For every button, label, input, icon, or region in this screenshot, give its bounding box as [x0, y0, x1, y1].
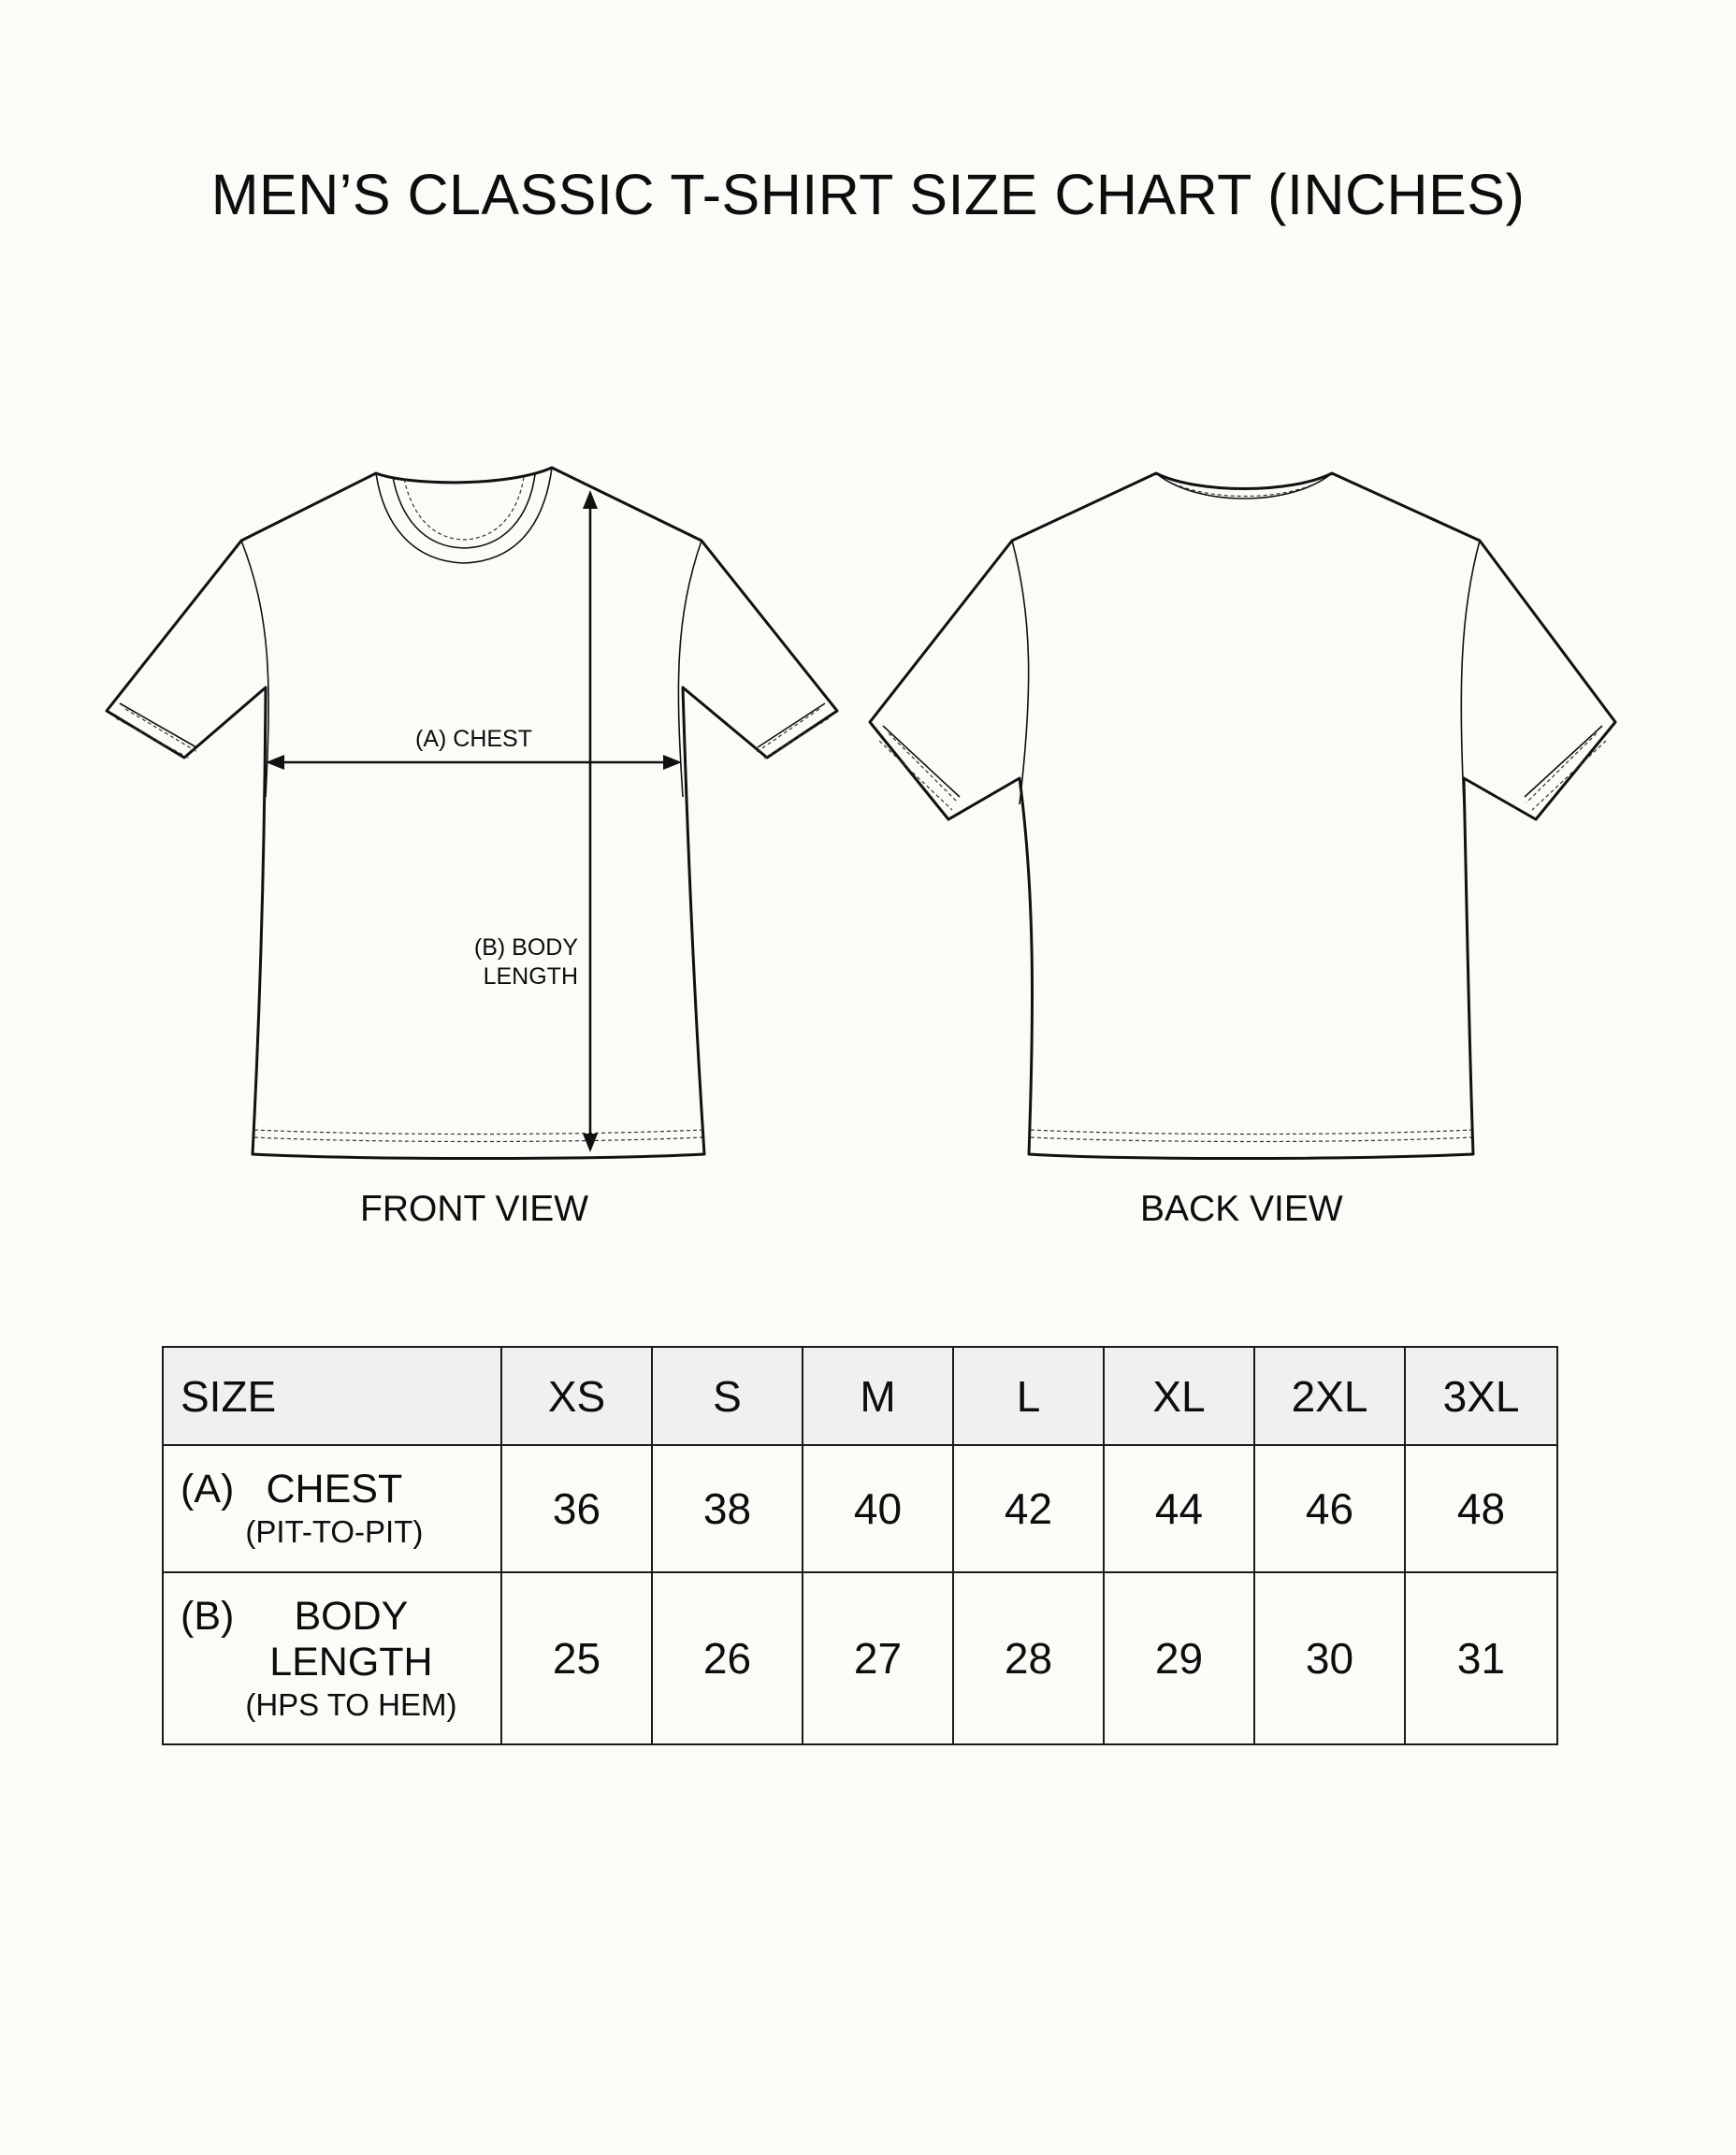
- chest-row-sub: (PIT-TO-PIT): [245, 1513, 424, 1549]
- table-cell: 38: [652, 1445, 803, 1572]
- body-row-title-line2: LENGTH: [269, 1640, 433, 1685]
- table-cell: 26: [652, 1572, 803, 1744]
- size-table: [162, 1346, 1558, 1745]
- table-cell: 25: [501, 1572, 652, 1744]
- body-row-letter: (B): [181, 1594, 235, 1639]
- table-cell: 44: [1104, 1445, 1254, 1572]
- table-cell: 29: [1104, 1572, 1254, 1744]
- header-xs: XS: [501, 1347, 652, 1445]
- header-s: S: [652, 1347, 803, 1445]
- front-view-label: FRONT VIEW: [360, 1189, 589, 1229]
- body-row-title-line1: BODY: [294, 1593, 409, 1639]
- header-l: L: [953, 1347, 1104, 1445]
- table-cell: 31: [1405, 1572, 1557, 1744]
- header-3xl: 3XL: [1405, 1347, 1557, 1445]
- chest-measure-label: (A) CHEST: [415, 726, 532, 752]
- body-row-sub: (HPS TO HEM): [245, 1686, 457, 1722]
- table-row-chest: [163, 1445, 1557, 1572]
- header-m: M: [803, 1347, 953, 1445]
- table-cell: 28: [953, 1572, 1104, 1744]
- body-length-label: [470, 933, 578, 992]
- header-size: SIZE: [163, 1347, 501, 1445]
- body-row-label: [163, 1572, 501, 1744]
- page-title: MEN’S CLASSIC T-SHIRT SIZE CHART (INCHES): [210, 163, 1526, 226]
- body-length-label-line1: (B) BODY: [473, 934, 578, 961]
- table-cell: 30: [1254, 1572, 1405, 1744]
- chest-row-letter: (A): [181, 1467, 235, 1511]
- body-length-label-line2: LENGTH: [483, 963, 578, 991]
- table-cell: 48: [1405, 1445, 1557, 1572]
- header-2xl: 2XL: [1254, 1347, 1405, 1445]
- table-cell: 42: [953, 1445, 1104, 1572]
- table-header-row: [163, 1347, 1557, 1445]
- back-shirt-outline: [870, 473, 1615, 1159]
- back-view-label: BACK VIEW: [1140, 1189, 1343, 1229]
- table-cell: 46: [1254, 1445, 1405, 1572]
- table-cell: 40: [803, 1445, 953, 1572]
- table-cell: 27: [803, 1572, 953, 1744]
- chest-row-label: [163, 1445, 501, 1572]
- header-xl: XL: [1104, 1347, 1254, 1445]
- chest-row-title: CHEST: [266, 1467, 403, 1512]
- table-cell: 36: [501, 1445, 652, 1572]
- table-row-body-length: [163, 1572, 1557, 1744]
